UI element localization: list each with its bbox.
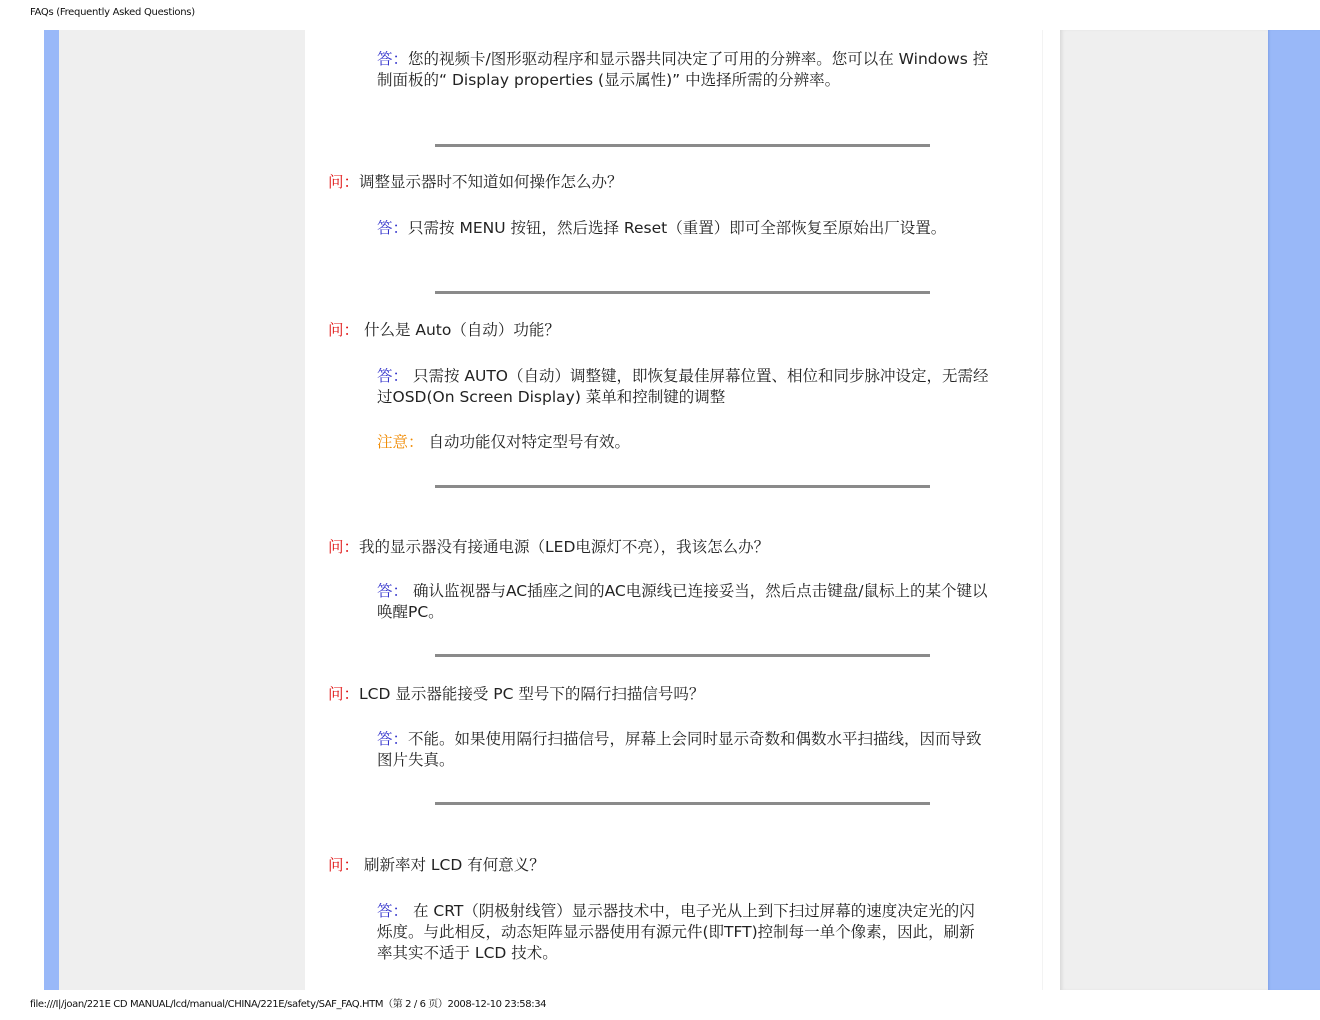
answer-label: 答： xyxy=(377,902,409,920)
faq-question xyxy=(328,172,623,193)
faq-question xyxy=(328,320,560,341)
faq-answer xyxy=(377,218,989,239)
question-label: 问： xyxy=(328,856,360,874)
faq-answer xyxy=(377,901,989,964)
answer-text: 您的视频卡/图形驱动程序和显示器共同决定了可用的分辨率。您可以在 Windows 控制面板的“ Display properties (显示属性)” 中选择所需的分辨率。 xyxy=(377,50,989,89)
right-white-gap xyxy=(1042,30,1060,990)
separator-line xyxy=(435,802,930,805)
answer-text: 确认监视器与AC插座之间的AC电源线已连接妥当，然后点击键盘/鼠标上的某个键以唤醒PC。 xyxy=(377,582,988,621)
question-label: 问： xyxy=(328,538,360,556)
question-text: LCD 显示器能接受 PC 型号下的隔行扫描信号吗？ xyxy=(359,685,705,703)
print-footer-path: file:///I|/joan/221E CD MANUAL/lcd/manual/CHINA/221E/safety/SAF_FAQ.HTM（第 2 / 6 页）2008-12-10 23:58:34 xyxy=(30,999,547,1010)
answer-label: 答： xyxy=(377,582,409,600)
question-text: 调整显示器时不知道如何操作怎么办？ xyxy=(359,173,623,191)
answer-label: 答： xyxy=(377,219,409,237)
question-text: 我的显示器没有接通电源（LED电源灯不亮），我该怎么办？ xyxy=(359,538,770,556)
answer-text: 只需按 AUTO（自动）调整键，即恢复最佳屏幕位置、相位和同步脉冲设定，无需经过OSD(On Screen Display) 菜单和控制键的调整 xyxy=(377,367,989,406)
separator-line xyxy=(435,291,930,294)
left-gray-margin xyxy=(59,30,305,990)
answer-label: 答： xyxy=(377,367,409,385)
faq-answer xyxy=(377,729,989,771)
faq-note xyxy=(377,432,989,453)
answer-text: 只需按 MENU 按钮，然后选择 Reset（重置）即可全部恢复至原始出厂设置。 xyxy=(408,219,947,237)
answer-label: 答： xyxy=(377,730,409,748)
faq-question xyxy=(328,537,769,558)
separator-line xyxy=(435,485,930,488)
answer-text: 不能。如果使用隔行扫描信号，屏幕上会同时显示奇数和偶数水平扫描线，因而导致图片失真。 xyxy=(377,730,982,769)
question-text: 什么是 Auto（自动）功能？ xyxy=(359,321,560,339)
answer-text: 在 CRT（阴极射线管）显示器技术中，电子光从上到下扫过屏幕的速度决定光的闪烁度。与此相反，动态矩阵显示器使用有源元件(即TFT)控制每一单个像素，因此，刷新率其实不适于 LCD 技术。 xyxy=(377,902,975,962)
right-blue-stripe xyxy=(1268,30,1320,990)
note-text: 自动功能仅对特定型号有效。 xyxy=(423,433,630,451)
question-label: 问： xyxy=(328,685,360,703)
faq-answer xyxy=(377,581,989,623)
faq-answer xyxy=(377,366,989,408)
faq-answer xyxy=(377,49,989,91)
faq-question xyxy=(328,855,545,876)
print-header-title: FAQs (Frequently Asked Questions) xyxy=(30,7,195,18)
answer-label: 答： xyxy=(377,50,409,68)
faq-question xyxy=(328,684,704,705)
question-text: 刷新率对 LCD 有何意义？ xyxy=(359,856,545,874)
question-label: 问： xyxy=(328,173,360,191)
left-blue-stripe xyxy=(44,30,59,990)
note-label: 注意： xyxy=(377,433,424,451)
question-label: 问： xyxy=(328,321,360,339)
separator-line xyxy=(435,144,930,147)
separator-line xyxy=(435,654,930,657)
right-gray-margin xyxy=(1060,30,1268,990)
